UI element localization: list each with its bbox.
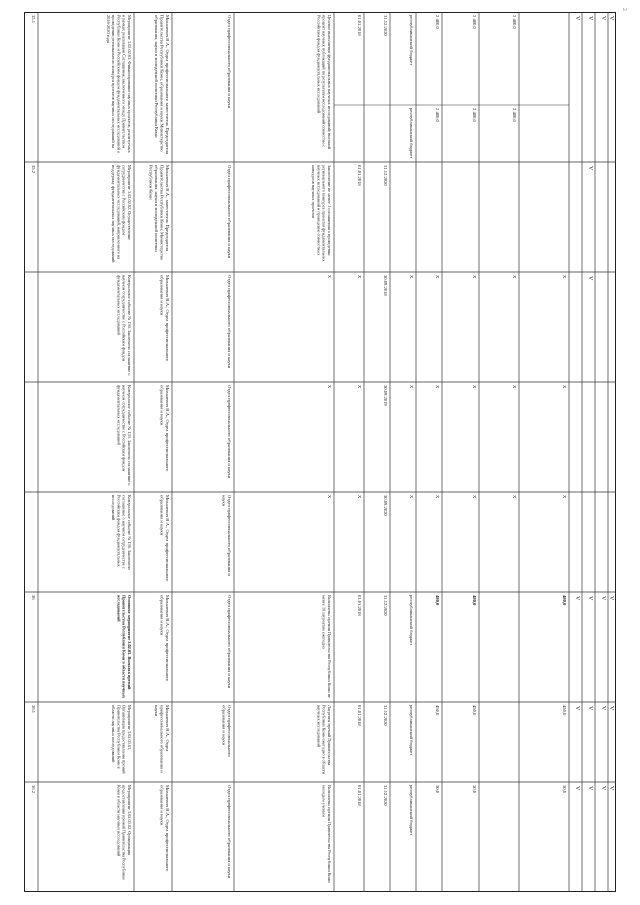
cell-text: фундаментальных исследований [116, 275, 122, 335]
cell-sub-source [409, 108, 414, 158]
cell-source [409, 385, 414, 389]
cell-text: Отдел профессионального [226, 705, 232, 757]
cell-m2 [587, 596, 593, 601]
cell-m2 [587, 166, 593, 171]
cell-total [435, 275, 440, 279]
cell-date-start [357, 15, 362, 36]
cell-text: исследований [111, 495, 117, 521]
cell-text: образования и науки [159, 385, 165, 426]
cell-result [322, 595, 332, 698]
cell-text: 450,0 [471, 705, 477, 716]
cell-text: Михалевич Н.А., Отдел профессионального [164, 785, 170, 872]
cell-event [116, 595, 131, 699]
cell-text: Лауреаты премий Правительства [326, 705, 332, 766]
cell-date-end [383, 275, 388, 296]
cell-text: V [599, 596, 606, 601]
cell-text: Правительства Республики Коми в области научных [121, 595, 127, 699]
cell-text: Контрольное событие № 136. Заключено [126, 495, 132, 570]
cell-result [322, 785, 332, 883]
cell-m3 [600, 706, 606, 711]
cell-text: Х [471, 495, 477, 499]
cell-text: Выплачены премии Правительства Республики Коми не [326, 595, 332, 698]
cell-date-end [383, 595, 388, 616]
cell-text: V [586, 166, 593, 171]
cell-event [111, 165, 132, 263]
table-row [24, 382, 616, 485]
cell-text: Организация предоставления премий [121, 705, 127, 774]
cell-text: Мероприятие 3.02.03.02. Организация [126, 785, 132, 855]
cell-text: соглашение о научном сотрудничестве с [121, 495, 127, 569]
cell-text: 31.12.2020 [382, 595, 388, 616]
cell-text: 35.1 [30, 15, 36, 24]
cell-text: 01.01.2018 [356, 595, 362, 616]
cell-text: Российским фондом фундаментальных [116, 495, 122, 567]
cell-text: V [599, 706, 606, 711]
cell-y2019 [512, 495, 517, 499]
cell-text: 450,0 [561, 705, 567, 716]
table-row [24, 592, 616, 699]
cell-source [409, 595, 414, 645]
cell-source [409, 15, 414, 65]
cell-text: предоставления премий Правительства Республики [121, 785, 127, 880]
cell-text: регионального конкурса проектов фундаментальных [321, 165, 327, 262]
cell-department [227, 785, 232, 879]
cell-text: сотрудничества с Российским фондом [121, 165, 127, 235]
cell-source [409, 275, 414, 279]
cell-text: 31.12.2020 [382, 165, 388, 186]
cell-m3 [600, 16, 606, 21]
cell-y2018 [471, 705, 477, 716]
cell-text: V [607, 16, 614, 21]
cell-text: 2 400,0 [434, 15, 440, 29]
cell-text: Х [434, 385, 440, 389]
cell-text: исследований [116, 595, 122, 622]
cell-executor [153, 15, 170, 155]
cell-sub-y2019 [511, 108, 517, 122]
cell-executor [159, 275, 170, 362]
cell-m4 [608, 596, 614, 601]
cell-text: V [607, 706, 614, 711]
cell-text: Михалевич Н.А., Отдел [164, 705, 170, 752]
cell-m1 [574, 706, 580, 711]
cell-executor [148, 165, 170, 261]
cell-text: 30.09.2020 [382, 495, 388, 516]
cell-date-end [383, 495, 388, 516]
cell-event [106, 15, 132, 154]
cell-event [116, 275, 131, 375]
cell-text: Правительства Республики Коми, образования и науки Министерство [159, 15, 165, 152]
table-row [31, 15, 614, 158]
cell-event [116, 385, 131, 485]
cell-text: проведении регионального конкурса проектов научных исследований на [111, 15, 117, 148]
cell-text: республиканский бюджет [408, 15, 414, 66]
cell-text: Заключение не менее 1 соглашения о проведении [326, 165, 332, 256]
cell-text: образования и науки [159, 275, 165, 316]
cell-text: научном сотрудничестве с Российским фондом [121, 385, 127, 472]
cell-text: Михалевич Н.А., Отдел профессионального [164, 385, 170, 472]
cell-m1 [574, 786, 580, 791]
cell-y2020 [562, 595, 567, 606]
cell-date-end [383, 15, 388, 36]
cell-y2018 [471, 785, 477, 794]
cell-text: Х [471, 275, 477, 279]
table-row [24, 162, 616, 263]
cell-text: Х [326, 385, 332, 389]
cell-executor [159, 385, 170, 472]
cell-text: менее 10 лауреатам ежегодно [321, 595, 327, 649]
cell-y2020 [562, 275, 567, 279]
cell-y2019 [512, 275, 517, 279]
cell-text: научных исследований и проведение совместных [316, 165, 322, 256]
cell-text: Целевое выполнение фундаментальных научных исследований; высокий [326, 15, 332, 149]
cell-text: 450,0 [434, 705, 440, 716]
table-row [24, 492, 616, 582]
cell-y2019 [511, 15, 517, 29]
cell-text: образования и науки [159, 785, 165, 826]
cell-text: Отдел профессионального образования и науки [226, 595, 232, 689]
cell-text: 35.2 [30, 165, 36, 174]
cell-text: V [586, 706, 593, 711]
cell-text: 480,0 [561, 595, 567, 606]
cell-y2018 [471, 15, 477, 29]
cell-text: Михалевич Н.А., Отдел профессионального [164, 495, 170, 582]
cell-text: 30,0 [471, 785, 477, 794]
cell-date-start [357, 595, 362, 616]
cell-text: Отдел профессионального образования и науки [226, 785, 232, 879]
cell-m4 [608, 16, 614, 21]
cell-text: Отдел профессионального образования и науки [226, 15, 232, 109]
cell-text: 30.09.2019 [382, 385, 388, 406]
cell-sub-y2018 [471, 108, 477, 122]
cell-date-start [357, 275, 362, 279]
cell-num [31, 705, 36, 714]
cell-text: образования, науки и молодежной политики [153, 165, 159, 252]
cell-text: науки [153, 705, 159, 717]
cell-text: Михалевич Н.А., Отдел профессионального заместитель Председателя [164, 15, 170, 155]
cell-text: Михалевич Н.А., Отдел профессионального [164, 275, 170, 362]
cell-text: 30.09.2018 [382, 275, 388, 296]
cell-text: республиканский бюджет [408, 785, 414, 836]
cell-department [227, 385, 232, 479]
cell-m4 [608, 786, 614, 791]
cell-date-start [357, 165, 362, 186]
cell-y2020 [561, 785, 567, 794]
cell-text: Михалевич Н.А., заместитель Председателя [164, 165, 170, 252]
cell-source [409, 495, 414, 499]
table-row [24, 702, 616, 775]
cell-text: 31.12.2020 [382, 705, 388, 726]
cell-text: 30,0 [434, 785, 440, 794]
cell-text: конкурсов научных проектов [311, 165, 317, 219]
rotated-document-table [24, 12, 616, 892]
cell-text: 36.2 [30, 785, 36, 794]
cell-text: Отдел профессионального образования и науки [226, 385, 232, 479]
cell-department [221, 705, 232, 758]
cell-text: Выплачены премии Правительства Республики Коми [326, 785, 332, 883]
cell-text: 36 [30, 595, 36, 600]
cell-text: V [599, 786, 606, 791]
cell-text: V [586, 16, 593, 21]
cell-y2020 [562, 495, 567, 499]
cell-text: поддержку фундаментальных научных исследований [111, 165, 117, 263]
cell-text: V [607, 786, 614, 791]
cell-text: 2 400,0 [471, 108, 477, 122]
cell-text: 480,0 [434, 595, 440, 606]
cell-source [409, 785, 414, 835]
cell-text: Х [408, 385, 414, 389]
cell-text: 01.01.2018 [356, 165, 362, 186]
cell-text: 01.01.2018 [356, 705, 362, 726]
cell-event [111, 705, 132, 774]
cell-text: Х [356, 495, 362, 499]
cell-text: Х [356, 385, 362, 389]
cell-text: 36.1 [30, 705, 36, 714]
cell-text: Российским фондом фундаментальных исследований [316, 15, 322, 114]
cell-text: образования и науки [221, 705, 227, 746]
cell-text: науки [221, 495, 227, 507]
cell-executor [159, 785, 170, 872]
cell-text: Республики Коми [148, 165, 154, 200]
cell-total [435, 385, 440, 389]
cell-text: республиканский бюджет [408, 705, 414, 756]
cell-text: V [607, 596, 614, 601]
cell-text: Отдел профессионального образования и [226, 495, 232, 576]
cell-m2 [587, 276, 593, 281]
cell-date-end [383, 165, 388, 186]
cell-text: Х [561, 275, 567, 279]
cell-result [327, 495, 332, 499]
cell-m2 [587, 16, 593, 21]
cell-text: 2 400,0 [511, 15, 517, 29]
cell-text: V [573, 706, 580, 711]
cell-result [327, 385, 332, 389]
cell-y2020 [562, 385, 567, 389]
page-number: 2 [621, 8, 627, 11]
cell-text: V [573, 16, 580, 21]
cell-text: 480,0 [471, 595, 477, 606]
cell-text: 2 400,0 [471, 15, 477, 29]
cell-m3 [600, 596, 606, 601]
cell-text: Х [408, 495, 414, 499]
cell-text: молодым ученым [321, 785, 327, 817]
cell-event [116, 785, 131, 880]
cell-text: Республики Коми и Российским фондом фундаментальных исследований о [116, 15, 122, 154]
cell-m3 [600, 786, 606, 791]
table-row [24, 272, 616, 375]
cell-executor [154, 705, 170, 773]
cell-text: фундаментальных исследований, направленного на [116, 165, 122, 260]
cell-text: Контрольное событие № 133. Заключено соглашение о [126, 385, 132, 486]
cell-text: образования и науки [159, 595, 165, 636]
cell-y2018 [472, 275, 477, 279]
cell-text: Мероприятие 3.02.03.01. [126, 705, 132, 751]
cell-m2 [587, 786, 593, 791]
cell-text: Правительства Республики Коми, Министерство [159, 165, 165, 261]
cell-text: 2016-2020 годы [105, 15, 111, 44]
cell-result [311, 165, 332, 262]
cell-text: Михалевич Н.А., Отдел профессионального [164, 595, 170, 682]
cell-text: Х [434, 275, 440, 279]
cell-text: в рамках реализации Соглашения, заключенного между Правительством [121, 15, 127, 149]
cell-department [221, 495, 232, 576]
cell-text: 2 400,0 [434, 108, 440, 122]
cell-num [31, 595, 36, 600]
cell-text: Х [561, 495, 567, 499]
cell-text: V [573, 596, 580, 601]
cell-text: Х [511, 275, 517, 279]
cell-text: Отдел профессионального образования и науки [226, 165, 232, 259]
cell-text: 31.12.2020 [382, 15, 388, 36]
cell-executor [159, 495, 170, 582]
cell-result [327, 275, 332, 279]
cell-department [227, 595, 232, 689]
cell-text: 2 400,0 [511, 108, 517, 122]
cell-text: Х [356, 275, 362, 279]
cell-text: Х [408, 275, 414, 279]
cell-text: республиканский бюджет [408, 108, 414, 159]
cell-date-start [357, 785, 362, 806]
table-row [24, 782, 616, 883]
cell-y2018 [472, 595, 477, 606]
cell-event [111, 495, 132, 570]
cell-text: образования, науки и молодежной политики Республики Коми [153, 15, 159, 138]
cell-m1 [574, 596, 580, 601]
cell-text: профессионального образования и [159, 705, 165, 773]
cell-y2020 [561, 705, 567, 716]
cell-num [31, 785, 36, 794]
cell-text: 30,0 [561, 785, 567, 794]
cell-text: 01.01.2018 [356, 15, 362, 36]
cell-executor [159, 595, 170, 682]
cell-text: Мероприятие 3.02.02.02. Осуществление [126, 165, 132, 241]
cell-text: 01.01.2018 [356, 785, 362, 806]
cell-text: республиканский бюджет [408, 595, 414, 646]
cell-result [316, 705, 331, 775]
cell-sub-total [434, 108, 440, 122]
cell-y2019 [512, 385, 517, 389]
cell-total [435, 495, 440, 499]
cell-text: научном сотрудничестве с Российским фондом [121, 275, 127, 362]
cell-text: Х [561, 385, 567, 389]
cell-department [227, 15, 232, 109]
cell-text: области научных исследований [111, 705, 117, 763]
cell-text: V [573, 786, 580, 791]
cell-text: Коми в области научных исследований [116, 785, 122, 857]
cell-text: Х [326, 275, 332, 279]
cell-text: научных исследований [316, 705, 322, 747]
cell-text: V [586, 596, 593, 601]
cell-num [31, 165, 36, 174]
cell-text: Х [326, 495, 332, 499]
cell-text: 31.12.2020 [382, 785, 388, 806]
cell-m2 [587, 706, 593, 711]
cell-date-start [357, 495, 362, 499]
cell-total [434, 15, 440, 29]
cell-text: Основное мероприятие 3.02.03. Выплата премий [126, 595, 132, 690]
cell-text: Республики Коми ежегодно в области [321, 705, 327, 775]
cell-text: образования и науки [159, 495, 165, 536]
cell-y2018 [472, 385, 477, 389]
cell-y2018 [472, 495, 477, 499]
cell-result [316, 15, 331, 150]
cell-total [435, 595, 440, 606]
cell-date-start [357, 705, 362, 726]
cell-text: V [599, 16, 606, 21]
cell-text: фундаментальных исследований [116, 385, 122, 445]
cell-m1 [574, 16, 580, 21]
cell-department [227, 275, 232, 369]
cell-m4 [608, 706, 614, 711]
cell-text: V [586, 786, 593, 791]
cell-text: Правительства Республики Коми в [116, 705, 122, 769]
cell-text: V [586, 276, 593, 281]
cell-text: Контрольное событие № 130. Заключено соглашение о [126, 275, 132, 376]
cell-total [434, 785, 440, 794]
cell-date-end [383, 705, 388, 726]
cell-source [409, 705, 414, 755]
cell-date-end [383, 385, 388, 406]
cell-date-end [383, 785, 388, 806]
cell-text: Х [434, 495, 440, 499]
cell-department [227, 165, 232, 259]
cell-num [31, 15, 36, 24]
cell-text: Отдел профессионального образования и науки [226, 275, 232, 369]
cell-text: Х [511, 495, 517, 499]
cell-total [434, 705, 440, 716]
cell-text: Х [511, 385, 517, 389]
cell-text: Х [471, 385, 477, 389]
cell-text: Мероприятие 3.02.02.01. Финансирование научных проектов, реализуемых [126, 15, 132, 153]
cell-date-start [357, 385, 362, 389]
cell-text: процент научных публикаций по результатам исследований совместно с [321, 15, 327, 148]
